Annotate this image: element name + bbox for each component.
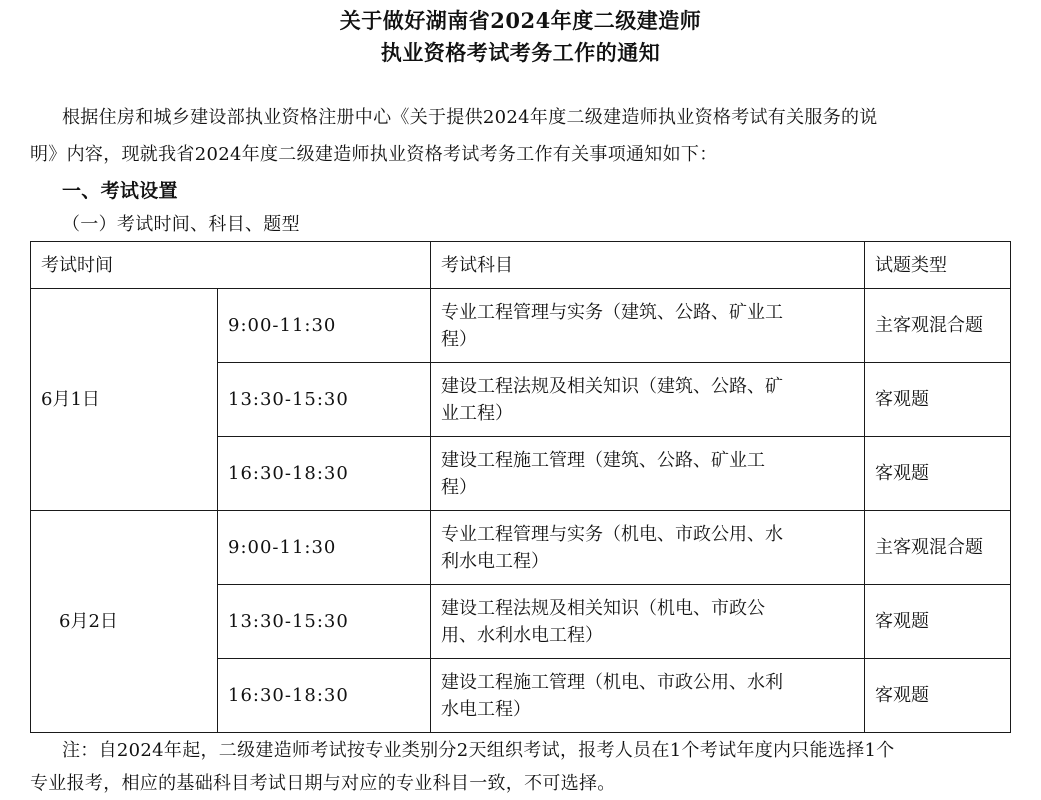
question-type-cell: 客观题	[865, 585, 1011, 659]
exam-subject-cell	[431, 437, 865, 511]
table-row	[31, 289, 1011, 363]
exam-time-cell: 9:00-11:30	[218, 289, 431, 363]
subject-text-line-1: 专业工程管理与实务（建筑、公路、矿业工	[441, 301, 783, 323]
exam-time-cell: 13:30-15:30	[218, 585, 431, 659]
exam-subject-cell	[431, 511, 865, 585]
table-header-row	[31, 242, 1011, 289]
intro-paragraph-line-1: 根据住房和城乡建设部执业资格注册中心《关于提供2024年度二级建造师执业资格考试有关服务的说	[62, 107, 878, 128]
subject-text-line-2: 业工程）	[441, 402, 513, 424]
header-exam-time: 考试时间	[31, 242, 431, 289]
question-type-cell: 客观题	[865, 363, 1011, 437]
question-type-cell: 客观题	[865, 659, 1011, 733]
subject-text-line-1: 建设工程法规及相关知识（建筑、公路、矿	[441, 375, 783, 397]
subject-text-line-1: 建设工程施工管理（建筑、公路、矿业工	[441, 449, 765, 471]
question-type-cell: 主客观混合题	[865, 289, 1011, 363]
notice-title-line-2: 执业资格考试考务工作的通知	[380, 40, 661, 65]
exam-schedule-table	[30, 241, 1011, 733]
note-line-1: 注：自2024年起，二级建造师考试按专业类别分2天组织考试，报考人员在1个考试年度内只能选择1个	[62, 740, 895, 761]
exam-subject-cell	[431, 363, 865, 437]
subject-text-line-2: 利水电工程）	[441, 550, 549, 572]
question-type-cell: 主客观混合题	[865, 511, 1011, 585]
table-row	[31, 511, 1011, 585]
notice-title-line-1: 关于做好湖南省2024年度二级建造师	[339, 8, 702, 33]
exam-subject-cell	[431, 659, 865, 733]
note-line-2: 专业报考，相应的基础科目考试日期与对应的专业科目一致，不可选择。	[30, 773, 616, 794]
exam-time-cell: 16:30-18:30	[218, 437, 431, 511]
exam-time-cell: 13:30-15:30	[218, 363, 431, 437]
header-exam-subject: 考试科目	[431, 242, 865, 289]
exam-time-cell: 9:00-11:30	[218, 511, 431, 585]
subject-text-line-2: 程）	[441, 476, 477, 498]
exam-time-cell: 16:30-18:30	[218, 659, 431, 733]
exam-date-day2: 6月2日	[31, 511, 218, 733]
subject-text-line-2: 程）	[441, 328, 477, 350]
section-heading-exam-setup: 一、考试设置	[62, 180, 178, 202]
exam-date-day1: 6月1日	[31, 289, 218, 511]
subsection-heading-time-subject-type: （一）考试时间、科目、题型	[62, 214, 300, 235]
subject-text-line-2: 用、水利水电工程）	[441, 624, 603, 646]
exam-subject-cell	[431, 289, 865, 363]
subject-text-line-1: 建设工程施工管理（机电、市政公用、水利	[441, 671, 783, 693]
header-question-type: 试题类型	[865, 242, 1011, 289]
subject-text-line-2: 水电工程）	[441, 698, 531, 720]
exam-subject-cell	[431, 585, 865, 659]
subject-text-line-1: 专业工程管理与实务（机电、市政公用、水	[441, 523, 783, 545]
intro-paragraph-line-2: 明》内容，现就我省2024年度二级建造师执业资格考试考务工作有关事项通知如下：	[30, 144, 718, 165]
subject-text-line-1: 建设工程法规及相关知识（机电、市政公	[441, 597, 765, 619]
question-type-cell: 客观题	[865, 437, 1011, 511]
